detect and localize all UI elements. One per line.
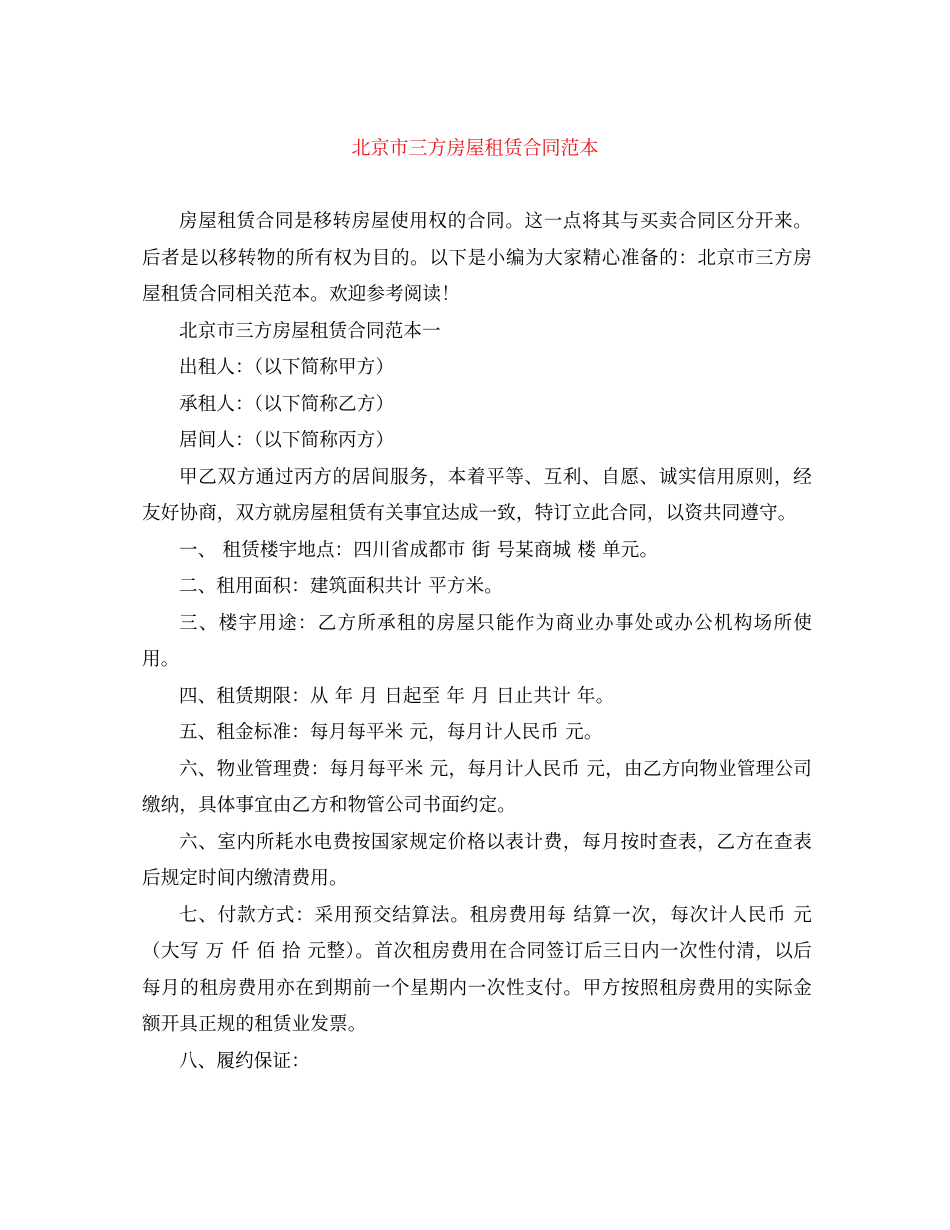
- clause-payment: 七、付款方式：采用预交结算法。租房费用每 结算一次，每次计人民币 元（大写 万 仟 佰 拾 元整）。首次租房费用在合同签订后三日内一次性付清，以后每月的租房费用亦在到期前一个星期内一次性支付。甲方按照租房费用的实际金额开具正规的租赁业发票。: [142, 904, 812, 1035]
- clause-guarantee: 八、履约保证：: [179, 1050, 310, 1072]
- section-heading: 北京市三方房屋租赁合同范本一: [179, 320, 441, 342]
- document-title: 北京市三方房屋租赁合同范本: [351, 137, 599, 159]
- preamble-paragraph: 甲乙双方通过丙方的居间服务，本着平等、互利、自愿、诚实信用原则，经友好协商，双方就房屋租赁有关事宜达成一致，特订立此合同，以资共同遵守。: [142, 466, 812, 524]
- intro-paragraph: 房屋租赁合同是移转房屋使用权的合同。这一点将其与买卖合同区分开来。后者是以移转物的所有权为目的。以下是小编为大家精心准备的：北京市三方房屋租赁合同相关范本。欢迎参考阅读！: [142, 211, 812, 305]
- clause-term: 四、租赁期限：从 年 月 日起至 年 月 日止共计 年。: [179, 685, 615, 707]
- clause-rent: 五、租金标准：每月每平米 元，每月计人民币 元。: [179, 722, 603, 743]
- clause-utilities: 六、室内所耗水电费按国家规定价格以表计费，每月按时查表，乙方在查表后规定时间内缴清费用。: [142, 831, 812, 889]
- clause-usage: 三、楼宇用途：乙方所承租的房屋只能作为商业办事处或办公机构场所使用。: [142, 612, 812, 670]
- party-lessor: 出租人：（以下简称甲方）: [179, 357, 395, 378]
- document-body: [142, 204, 812, 1080]
- party-intermediary: 居间人：（以下简称丙方）: [179, 430, 395, 451]
- clause-area: 二、租用面积：建筑面积共计 平方米。: [179, 576, 503, 597]
- clause-location: 一、 租赁楼宇地点：四川省成都市 街 号某商城 楼 单元。: [179, 539, 659, 561]
- party-lessee: 承租人：（以下简称乙方）: [179, 393, 395, 415]
- clause-property-fee: 六、物业管理费：每月每平米 元，每月计人民币 元，由乙方向物业管理公司缴纳，具体事宜由乙方和物管公司书面约定。: [142, 758, 812, 816]
